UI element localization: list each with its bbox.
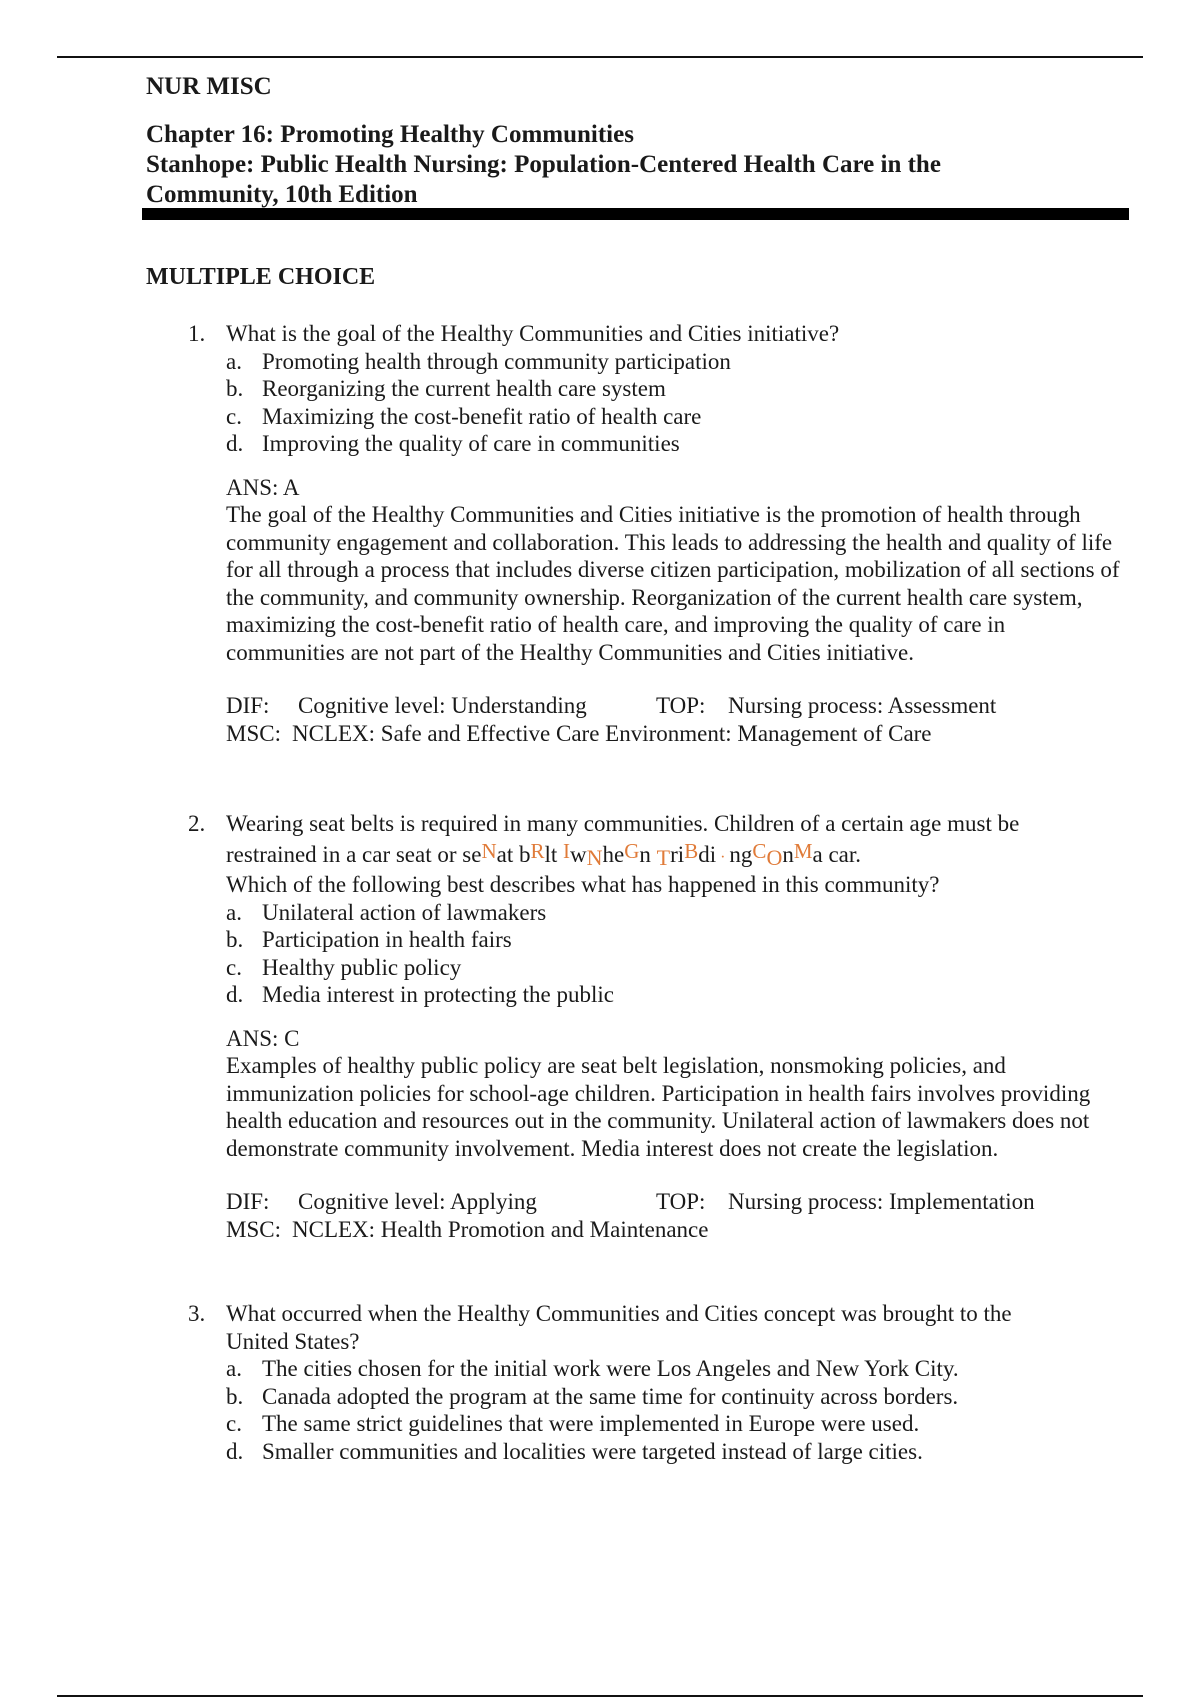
section-heading: MULTIPLE CHOICE <box>146 264 376 290</box>
msc-label: MSC: <box>226 1216 281 1242</box>
options-list <box>226 348 1128 458</box>
top-label: TOP: <box>656 1189 706 1214</box>
question-1 <box>188 320 1128 747</box>
option-a: a. Promoting health through community participation <box>226 348 731 374</box>
options-list <box>226 1355 1166 1465</box>
option-c: c. Maximizing the cost-benefit ratio of health care <box>226 403 702 429</box>
chapter-title: Chapter 16: Promoting Healthy Communities <box>146 121 634 148</box>
question-stem-line2: restrained in a car seat or seNat bRlt IwNheGn TriBdi · ngCOnMa car. <box>226 838 862 870</box>
document-header <box>146 72 1146 210</box>
question-stem: What occurred when the Healthy Communities and Cities concept was brought to the United States? <box>226 1301 1012 1354</box>
watermark-dot: · <box>716 848 730 866</box>
question-2 <box>188 810 1128 1243</box>
msc: NCLEX: Safe and Effective Care Environment: Management of Care <box>292 720 932 746</box>
bottom-rule <box>57 1695 1143 1697</box>
option-a: a. Unilateral action of lawmakers <box>226 899 547 925</box>
question-number: 3. <box>188 1301 206 1326</box>
question-number: 2. <box>188 811 206 836</box>
watermark-letter: O <box>766 844 783 870</box>
watermark-letter: N <box>481 838 497 863</box>
question-metadata <box>226 692 1128 747</box>
course-title: NUR MISC <box>146 73 272 100</box>
watermark-letter: G <box>624 838 640 863</box>
watermark-letter: B <box>684 838 699 863</box>
msc-label: MSC: <box>226 720 281 746</box>
question-3 <box>188 1300 1128 1465</box>
book-title-line2: Community, 10th Edition <box>146 181 418 208</box>
option-b: b. Participation in health fairs <box>226 927 512 952</box>
option-d: d. Media interest in protecting the public <box>226 982 614 1007</box>
option-a: a. The cities chosen for the initial work were Los Angeles and New York City. <box>226 1356 959 1381</box>
top-rule <box>57 56 1143 58</box>
dif-label: DIF: <box>226 693 270 718</box>
option-c: c. Healthy public policy <box>226 954 462 980</box>
difficulty: Cognitive level: Understanding <box>298 693 587 718</box>
rationale: The goal of the Healthy Communities and Cities initiative is the promotion of health through community engagement and collaboration. This leads to addressing the health and quality of life for all through a process that includes diverse citizen participation, mobilization of all sections of the community, and community ownership. Reorganization of the current health care system, maximizing the cost-benefit ratio of health care, and improving the quality of care in communities are not part of the Healthy Communities and Cities initiative. <box>226 502 1120 665</box>
watermark-letter: C <box>752 838 767 863</box>
options-list <box>226 899 1128 1009</box>
watermark-letter: I <box>563 838 571 863</box>
msc: NCLEX: Health Promotion and Maintenance <box>292 1216 709 1242</box>
watermark-letter: N <box>586 844 603 870</box>
header-bar <box>142 208 1129 220</box>
answer-key: ANS: A <box>226 474 300 500</box>
option-c: c. The same strict guidelines that were implemented in Europe were used. <box>226 1411 920 1436</box>
dif-label: DIF: <box>226 1189 270 1214</box>
question-number: 1. <box>188 321 206 346</box>
question-stem-line3: Which of the following best describes what has happened in this community? <box>226 872 940 897</box>
answer-key: ANS: C <box>226 1025 300 1051</box>
question-stem: What is the goal of the Healthy Communities and Cities initiative? <box>226 321 840 346</box>
watermark-letter: R <box>530 838 545 863</box>
option-d: d. Smaller communities and localities were targeted instead of large cities. <box>226 1438 923 1464</box>
topic: Nursing process: Implementation <box>728 1189 1035 1214</box>
question-metadata <box>226 1188 1128 1243</box>
question-stem-line1: Wearing seat belts is required in many communities. Children of a certain age must be <box>226 811 1020 836</box>
book-title-line1: Stanhope: Public Health Nursing: Population-Centered Health Care in the <box>146 151 941 178</box>
topic: Nursing process: Assessment <box>728 693 997 718</box>
top-label: TOP: <box>656 693 706 718</box>
watermark-letter: T <box>656 844 671 870</box>
option-b: b. Canada adopted the program at the same time for continuity across borders. <box>226 1383 959 1409</box>
watermark-letter: M <box>793 838 813 863</box>
option-d: d. Improving the quality of care in communities <box>226 431 680 456</box>
difficulty: Cognitive level: Applying <box>298 1189 537 1214</box>
option-b: b. Reorganizing the current health care system <box>226 376 666 401</box>
rationale: Examples of healthy public policy are seat belt legislation, nonsmoking policies, and immunization policies for school-age children. Participation in health fairs involves providing health education and resources out in the community. Unilateral action of lawmakers does not demonstrate community involvement. Media interest does not create the legislation. <box>226 1053 1091 1161</box>
